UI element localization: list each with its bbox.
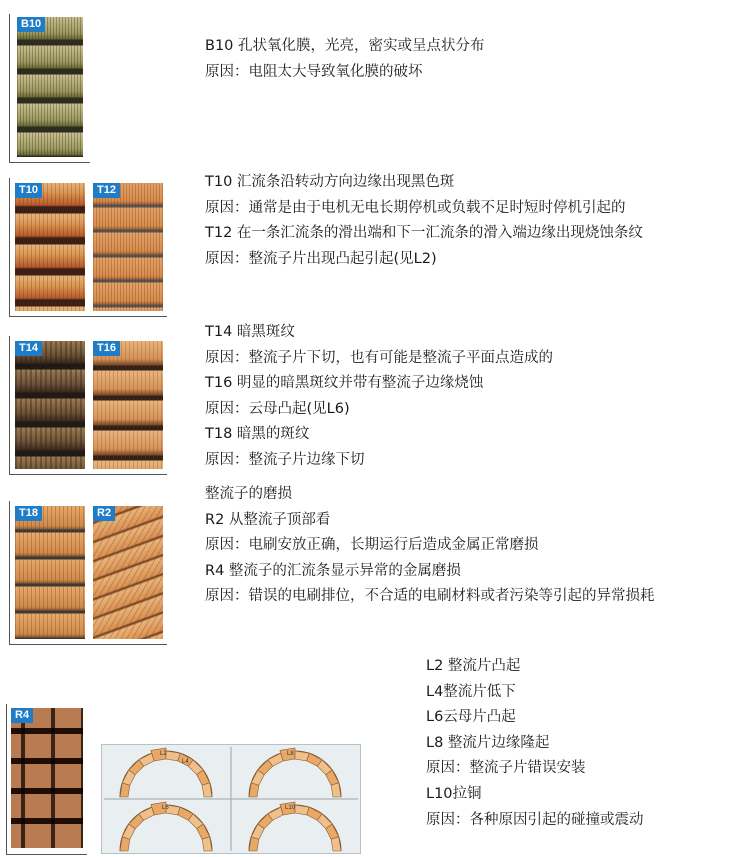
label-r4: R4 (11, 708, 33, 723)
line-l6: L6云母片凸起 (426, 709, 516, 726)
photo-t14 (15, 341, 85, 469)
label-t12: T12 (93, 183, 120, 198)
line-l8-cause: 原因：整流子片错误安装 (426, 760, 586, 777)
label-t14: T14 (15, 341, 42, 356)
image-panel-b10 (9, 14, 90, 163)
line-r4-title: R4 整流子的汇流条显示异常的金属磨损 (205, 562, 461, 579)
description-t10-t12 (205, 170, 643, 272)
image-panel-t18-r2 (9, 501, 167, 645)
line-b10-title: B10 孔状氧化膜，光亮，密实或呈点状分布 (205, 38, 485, 54)
line-l8: L8 整流片边缘隆起 (426, 734, 550, 751)
diagram-label-l4: L4 (182, 759, 189, 765)
line-t12-title: T12 在一条汇流条的滑出端和下一汇流条的滑入端边缘出现烧蚀条纹 (205, 225, 643, 242)
photo-t18 (15, 506, 85, 639)
photo-t16 (93, 341, 163, 469)
line-t18-title: T18 暗黑的斑纹 (205, 426, 310, 443)
photo-t12 (93, 183, 163, 311)
description-r (205, 482, 655, 610)
diagram-label-l2: L2 (160, 751, 167, 757)
diagram-svg (102, 745, 360, 853)
line-t10-cause: 原因：通常是由于电机无电长期停机或负载不足时短时停机引起的 (205, 199, 626, 216)
commutator-defect-diagram (101, 744, 361, 854)
photo-r4 (11, 708, 83, 848)
description-l (426, 654, 644, 833)
line-t14-cause: 原因：整流子片下切，也有可能是整流子平面点造成的 (205, 349, 553, 366)
label-b10: B10 (17, 17, 45, 32)
image-panel-t10-t12 (9, 178, 167, 317)
label-r2: R2 (93, 506, 115, 521)
line-t14-title: T14 暗黑斑纹 (205, 324, 295, 340)
label-t18: T18 (15, 506, 42, 521)
line-t10-title: T10 汇流条沿转动方向边缘出现黑色斑 (205, 174, 455, 190)
description-b10 (205, 34, 485, 85)
diagram-label-l10: L10 (285, 805, 296, 811)
photo-b10 (17, 17, 83, 157)
line-t16-title: T16 明显的暗黑斑纹并带有整流子边缘烧蚀 (205, 375, 484, 392)
photo-t10 (15, 183, 85, 311)
line-l10-cause: 原因：各种原因引起的碰撞或震动 (426, 811, 644, 828)
line-r2-title: R2 从整流子顶部看 (205, 511, 331, 528)
line-l2: L2 整流片凸起 (426, 658, 521, 674)
diagram-label-l6: L6 (162, 805, 169, 811)
line-r2-cause: 原因：电刷安放正确，长期运行后造成金属正常磨损 (205, 537, 539, 554)
image-panel-t14-t16 (9, 336, 167, 475)
label-t16: T16 (93, 341, 120, 356)
line-r4-cause: 原因：错误的电刷排位，不合适的电刷材料或者污染等引起的异常损耗 (205, 588, 655, 605)
line-l10: L10拉铜 (426, 785, 482, 802)
diagram-label-l8: L8 (287, 751, 294, 757)
line-l4: L4整流片低下 (426, 683, 516, 700)
line-b10-cause: 原因：电阻太大导致氧化膜的破坏 (205, 63, 423, 80)
line-t16-cause: 原因：云母凸起(见L6) (205, 400, 350, 417)
description-t14-t18 (205, 320, 553, 474)
photo-r2 (93, 506, 163, 639)
image-panel-r4 (6, 704, 87, 855)
label-t10: T10 (15, 183, 42, 198)
line-t12-cause: 原因：整流子片出现凸起引起(见L2) (205, 250, 437, 267)
line-r-heading: 整流子的磨损 (205, 486, 292, 502)
line-t18-cause: 原因：整流子片边缘下切 (205, 451, 365, 468)
